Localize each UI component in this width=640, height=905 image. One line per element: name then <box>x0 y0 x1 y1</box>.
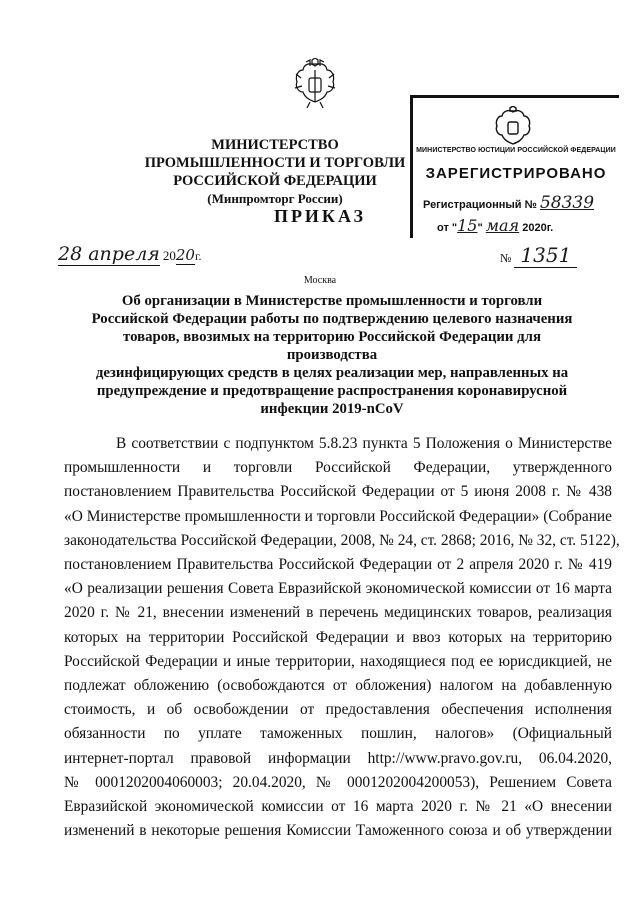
order-number <box>500 243 577 267</box>
body-line: Российской Федерации и иные территории, находящиеся под ее юрисдикцией, не <box>64 652 612 670</box>
body-line: подлежат обложению (освобождаются от обложения) налогом на добавленную <box>64 677 612 695</box>
date-month-handwritten: мая <box>485 216 520 235</box>
body-line: В соответствии с подпунктом 5.8.23 пункта 5 Положения о Министерстве <box>116 435 612 452</box>
body-line: изменений в некоторые решения Комиссии Таможенного союза и об утверждении <box>64 822 612 840</box>
order-number-handwritten: 1351 <box>514 243 577 268</box>
date-mid: " <box>477 222 483 234</box>
title-line: инфекции 2019-nCoV <box>260 401 404 417</box>
document-body <box>64 432 620 843</box>
city: Москва <box>303 275 337 286</box>
stamp-registered-label: ЗАРЕГИСТРИРОВАНО <box>425 165 607 182</box>
date-suffix: г. <box>546 222 554 234</box>
order-number-label: № <box>500 251 512 265</box>
order-date-handwritten: 28 апреля <box>58 243 160 265</box>
coat-of-arms-icon <box>292 58 338 110</box>
date-year: 2020 <box>522 222 547 234</box>
order-year-suffix: г. <box>194 249 202 263</box>
date-prefix: от " <box>437 222 458 234</box>
regnum-handwritten: 58339 <box>539 193 595 213</box>
body-line: которых на территории Российской Федерации и ввоз которых на территорию <box>64 628 612 646</box>
body-line: Евразийской экономической комиссии от 16 марта 2020 г. № 21 «О внесении <box>64 798 612 816</box>
body-line: 2020 г. № 21, внесении изменений в перечень медицинских товаров, реализация <box>64 604 612 622</box>
stamp-coat-of-arms-icon <box>493 106 533 148</box>
body-line: «О реализации решения Совета Евразийской экономической комиссии от 16 марта <box>64 580 612 598</box>
stamp-registration-number <box>423 193 594 213</box>
order-year-handwritten: 20 <box>175 246 195 264</box>
stamp-ministry-name: МИНИСТЕРСТВО ЮСТИЦИИ РОССИЙСКОЙ ФЕДЕРАЦИИ <box>416 147 616 154</box>
title-line: товаров, ввозимых на территорию Российской Федерации для производства <box>123 329 541 363</box>
title-line: дезинфицирующих средств в целях реализации мер, направленных на <box>95 365 569 381</box>
regnum-label: Регистрационный № <box>423 199 537 211</box>
body-line: обязанности по уплате таможенных пошлин, налогов» (Официальный <box>64 725 612 743</box>
registration-stamp <box>410 95 619 238</box>
title-line: Российской Федерации работы по подтверждению целевого назначения <box>91 311 573 327</box>
body-line: законодательства Российской Федерации, 2008, № 24, ст. 2868; 2016, № 32, ст. 5122), <box>64 531 620 549</box>
document-type: ПРИКАЗ <box>273 206 367 226</box>
title-line: предупреждение и предотвращение распространения коронавирусной <box>96 383 568 399</box>
date-day-handwritten: 15 <box>457 216 478 235</box>
ministry-name-line2: РОССИЙСКОЙ ФЕДЕРАЦИИ <box>173 173 377 189</box>
document-title <box>82 292 582 418</box>
title-line: Об организации в Министерстве промышленности и торговли <box>121 293 543 309</box>
body-line: промышленности и торговли Российской Федерации, утвержденного <box>64 459 612 477</box>
order-date <box>58 243 202 265</box>
body-line: стоимость, и об освобождении от предоставления обеспечения исполнения <box>64 701 612 719</box>
body-line: постановлением Правительства Российской Федерации от 5 июня 2008 г. № 438 <box>64 483 612 501</box>
ministry-short-name: (Минпромторг России) <box>207 191 343 206</box>
ministry-header <box>130 136 420 208</box>
stamp-registration-date <box>437 216 553 235</box>
body-line: № 0001202004060003; 20.04.2020, № 0001202004200053), Решением Совета <box>64 773 612 791</box>
order-year-prefix: 20 <box>162 248 176 263</box>
body-line: постановлением Правительства Российской Федерации от 2 апреля 2020 г. № 419 <box>64 556 612 574</box>
body-line: «О Министерстве промышленности и торговли Российской Федерации» (Собрание <box>64 507 612 525</box>
ministry-name-line1: МИНИСТЕРСТВО ПРОМЫШЛЕННОСТИ И ТОРГОВЛИ <box>144 137 406 171</box>
body-line: интернет-портал правовой информации http://www.pravo.gov.ru, 06.04.2020, <box>64 749 612 767</box>
